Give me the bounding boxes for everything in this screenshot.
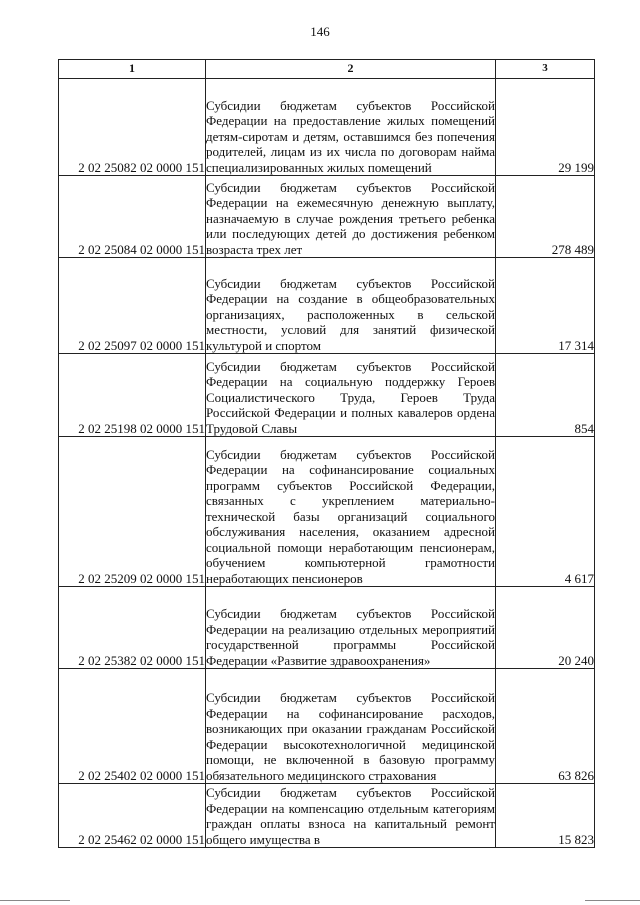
- table-row: [59, 587, 595, 669]
- amount-value: 20 240: [496, 587, 595, 669]
- budget-table: [58, 59, 595, 848]
- table-row: [59, 354, 595, 437]
- budget-code: 2 02 25209 02 0000 151: [59, 437, 206, 587]
- subsidy-description-text: Субсидии бюджетам субъектов Российской Федерации на предоставление жилых помещений детям-сиротам и детям, оставшимся без попечения родителей, лицам из их числа по договорам найма специализированных жилых помещений: [206, 97, 495, 175]
- budget-code: 2 02 25462 02 0000 151: [59, 784, 206, 848]
- amount-value: 63 826: [496, 669, 595, 784]
- amount-value: 17 314: [496, 258, 595, 354]
- subsidy-description-text: Субсидии бюджетам субъектов Российской Федерации на софинансирование социальных программ субъектов Российской Федерации, связанных с укреплением материально-технической базы организаций социального обслуживания населения, оказанием адресной социальной помощи неработающим пенсионерам, обучением компьютерной грамотности неработающих пенсионеров: [206, 446, 495, 586]
- scan-line-left: [0, 900, 70, 901]
- table-row: [59, 258, 595, 354]
- subsidy-description: [206, 258, 496, 354]
- table-header-row: [59, 60, 595, 79]
- column-header-amount: 3: [496, 60, 595, 79]
- subsidy-description: [206, 354, 496, 437]
- amount-value: 854: [496, 354, 595, 437]
- amount-value: 4 617: [496, 437, 595, 587]
- table-row: [59, 437, 595, 587]
- budget-code: 2 02 25402 02 0000 151: [59, 669, 206, 784]
- table-row: [59, 79, 595, 176]
- page-number: 146: [310, 24, 330, 39]
- subsidy-description-text: Субсидии бюджетам субъектов Российской Федерации на социальную поддержку Героев Социалистического Труда, Героев Труда Российской Федерации и полных кавалеров ордена Трудовой Славы: [206, 358, 495, 436]
- subsidy-description: [206, 176, 496, 258]
- budget-code: 2 02 25382 02 0000 151: [59, 587, 206, 669]
- subsidy-description-text: Субсидии бюджетам субъектов Российской Федерации на реализацию отдельных мероприятий государственной программы Российской Федерации «Развитие здравоохранения»: [206, 606, 495, 668]
- subsidy-description-text: Субсидии бюджетам субъектов Российской Федерации на ежемесячную денежную выплату, назначаемую в случае рождения третьего ребенка или последующих детей до достижения ребенком возраста трех лет: [206, 179, 495, 257]
- budget-code: 2 02 25082 02 0000 151: [59, 79, 206, 176]
- scan-line-right: [585, 900, 640, 901]
- budget-code: 2 02 25097 02 0000 151: [59, 258, 206, 354]
- amount-value: 278 489: [496, 176, 595, 258]
- table-row: [59, 669, 595, 784]
- budget-code: 2 02 25084 02 0000 151: [59, 176, 206, 258]
- subsidy-description: [206, 587, 496, 669]
- table-row: [59, 784, 595, 848]
- amount-value: 29 199: [496, 79, 595, 176]
- budget-code: 2 02 25198 02 0000 151: [59, 354, 206, 437]
- scan-edge-marks: [0, 880, 640, 905]
- subsidy-description: [206, 669, 496, 784]
- subsidy-description: [206, 79, 496, 176]
- column-header-description: 2: [206, 60, 496, 79]
- subsidy-description-text: Субсидии бюджетам субъектов Российской Федерации на создание в общеобразовательных организациях, расположенных в сельской местности, условий для занятий физической культурой и спортом: [206, 275, 495, 353]
- column-header-code: 1: [59, 60, 206, 79]
- subsidy-description-text: Субсидии бюджетам субъектов Российской Федерации на компенсацию отдельным категориям граждан оплаты взноса на капитальный ремонт общего имущества в: [206, 785, 495, 847]
- subsidy-description: [206, 437, 496, 587]
- amount-value: 15 823: [496, 784, 595, 848]
- subsidy-description: [206, 784, 496, 848]
- subsidy-description-text: Субсидии бюджетам субъектов Российской Федерации на софинансирование расходов, возникающих при оказании гражданам Российской Федерации высокотехнологичной медицинской помощи, не включенной в базовую программу обязательного медицинского страхования: [206, 690, 495, 783]
- table-row: [59, 176, 595, 258]
